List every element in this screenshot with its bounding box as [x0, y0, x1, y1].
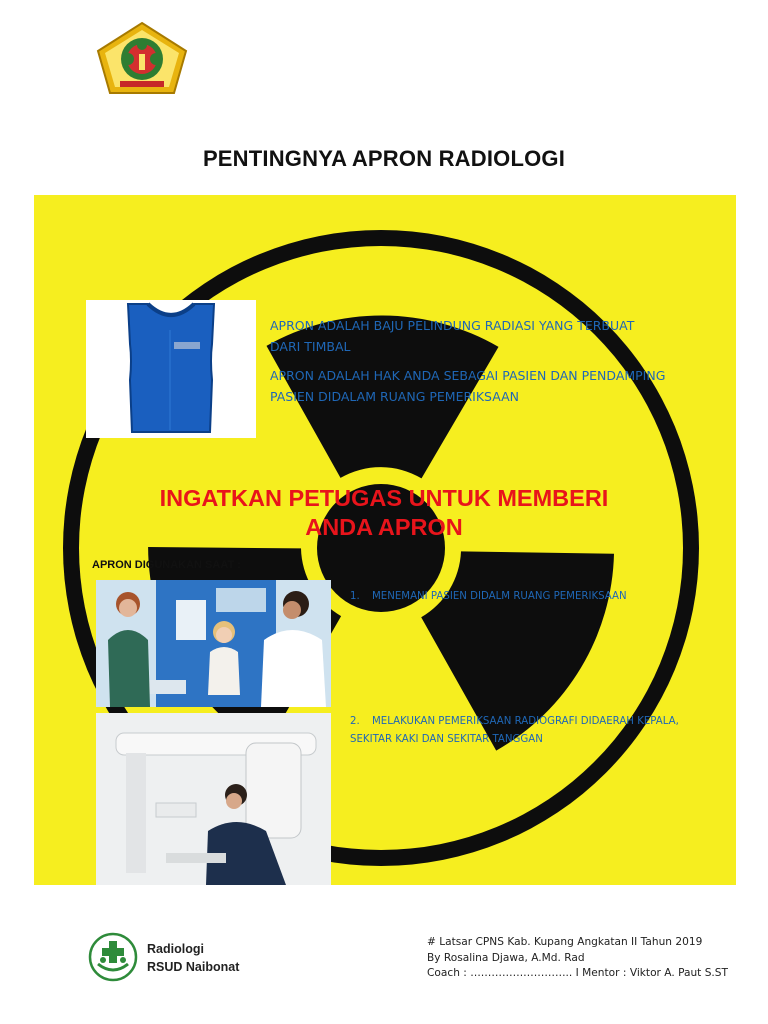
credit-line-1: # Latsar CPNS Kab. Kupang Angkatan II Tahun 2019	[427, 936, 703, 948]
accompanying-patient-photo	[96, 580, 331, 707]
usage-item-2-number: 2.	[350, 716, 360, 727]
usage-label: APRON DIGUNAKAN SAAT :	[92, 559, 241, 571]
apron-photo	[86, 300, 256, 438]
unit-name	[147, 940, 239, 976]
usage-item-1-text: MENEMANI PASIEN DIDALM RUANG PEMERIKSAAN	[372, 591, 627, 602]
government-emblem-logo	[94, 21, 190, 97]
unit-name-line-1: Radiologi	[147, 942, 204, 956]
credit-line-2: By Rosalina Djawa, A.Md. Rad	[427, 951, 585, 964]
usage-item-2-text: MELAKUKAN PEMERIKSAAN RADIOGRAFI DIDAERAH KEPALA, SEKITAR KAKI DAN SEKITAR TANGGAN	[350, 716, 679, 745]
usage-item-2	[350, 713, 710, 749]
info-apron-right: APRON ADALAH HAK ANDA SEBAGAI PASIEN DAN PENDAMPING PASIEN DIDALAM RUANG PEMERIKSAAN	[270, 368, 666, 404]
info-apron-definition: APRON ADALAH BAJU PELINDUNG RADIASI YANG TERBUAT DARI TIMBAL	[270, 318, 635, 354]
reminder-line-2: ANDA APRON	[305, 514, 463, 540]
reminder-line-1: INGATKAN PETUGAS UNTUK MEMBERI	[159, 485, 609, 511]
radiography-exam-photo	[96, 713, 331, 885]
usage-item-1-number: 1.	[350, 591, 360, 602]
hospital-logo	[88, 932, 138, 982]
credit-line-3: Coach : ……………………….. I Mentor : Viktor A. Paut S.ST	[427, 967, 728, 979]
unit-name-line-2: RSUD Naibonat	[147, 960, 240, 974]
credits	[427, 935, 728, 982]
reminder-heading	[100, 484, 668, 542]
page-title: PENTINGNYA APRON RADIOLOGI	[202, 146, 566, 171]
usage-item-1	[350, 588, 710, 606]
